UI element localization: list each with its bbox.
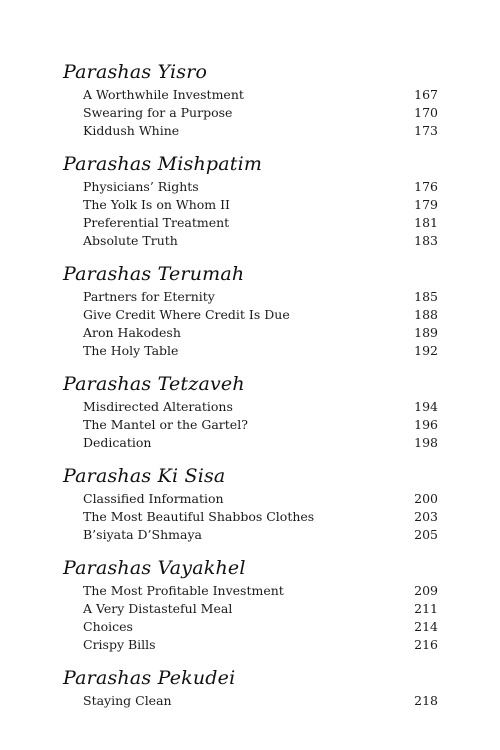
entry-title: Crispy Bills [83,637,156,652]
entry-title: A Worthwhile Investment [83,87,244,102]
table-of-contents [63,58,438,720]
entry-page-number: 194 [414,399,438,414]
section-title: Parashas Yisro [63,61,208,83]
toc-entry [63,178,438,196]
entry-page-number: 205 [414,527,438,542]
toc-entry [63,434,438,452]
toc-entry [63,582,438,600]
toc-entry [63,636,438,654]
entry-title: Absolute Truth [83,233,178,248]
entry-title: Partners for Eternity [83,289,215,304]
entry-page-number: 183 [414,233,438,248]
entry-title: Classified Information [83,491,224,506]
entry-title: Misdirected Alterations [83,399,233,414]
toc-entry [63,526,438,544]
entry-title: Swearing for a Purpose [83,105,233,120]
toc-section-vayakhel [63,554,438,654]
entry-page-number: 185 [414,289,438,304]
entry-title: Aron Hakodesh [83,325,181,340]
section-title: Parashas Terumah [63,263,245,285]
entry-page-number: 200 [414,491,438,506]
entry-page-number: 214 [414,619,438,634]
toc-entry [63,398,438,416]
toc-entry [63,232,438,250]
entry-page-number: 176 [414,179,438,194]
entry-title: Kiddush Whine [83,123,180,138]
toc-entry [63,692,438,710]
toc-entry [63,104,438,122]
entry-title: B’siyata D’Shmaya [83,527,202,542]
entry-page-number: 203 [414,509,438,524]
section-title: Parashas Vayakhel [63,557,246,579]
toc-entry [63,122,438,140]
entry-title: The Holy Table [83,343,179,358]
entry-title: The Mantel or the Gartel? [83,417,248,432]
entry-title: Staying Clean [83,693,172,708]
entry-page-number: 167 [414,87,438,102]
toc-entry [63,600,438,618]
toc-entry [63,618,438,636]
toc-entry [63,214,438,232]
toc-entry [63,508,438,526]
entry-page-number: 181 [414,215,438,230]
entry-page-number: 196 [414,417,438,432]
entry-page-number: 192 [414,343,438,358]
toc-section-tetzaveh [63,370,438,452]
entry-page-number: 211 [414,601,438,616]
entry-title: Preferential Treatment [83,215,230,230]
toc-section-ki-sisa [63,462,438,544]
entry-page-number: 179 [414,197,438,212]
toc-section-mishpatim [63,150,438,250]
toc-entry [63,416,438,434]
entry-title: Dedication [83,435,152,450]
entry-title: The Most Beautiful Shabbos Clothes [83,509,315,524]
toc-entry [63,86,438,104]
toc-section-pekudei [63,664,438,710]
entry-title: Give Credit Where Credit Is Due [83,307,290,322]
entry-page-number: 188 [414,307,438,322]
toc-section-terumah [63,260,438,360]
entry-page-number: 173 [414,123,438,138]
entry-page-number: 189 [414,325,438,340]
section-title: Parashas Mishpatim [63,153,263,175]
entry-page-number: 218 [414,693,438,708]
toc-entry [63,306,438,324]
toc-entry [63,196,438,214]
toc-entry [63,288,438,306]
entry-title: Physicians’ Rights [83,179,199,194]
entry-page-number: 209 [414,583,438,598]
entry-title: The Yolk Is on Whom II [83,197,230,212]
entry-page-number: 198 [414,435,438,450]
entry-title: Choices [83,619,133,634]
entry-title: The Most Profitable Investment [83,583,284,598]
section-title: Parashas Tetzaveh [63,373,245,395]
toc-entry [63,324,438,342]
section-title: Parashas Pekudei [63,667,236,689]
section-title: Parashas Ki Sisa [63,465,226,487]
toc-entry [63,342,438,360]
entry-page-number: 216 [414,637,438,652]
entry-title: A Very Distasteful Meal [83,601,233,616]
entry-page-number: 170 [414,105,438,120]
toc-section-yisro [63,58,438,140]
toc-entry [63,490,438,508]
